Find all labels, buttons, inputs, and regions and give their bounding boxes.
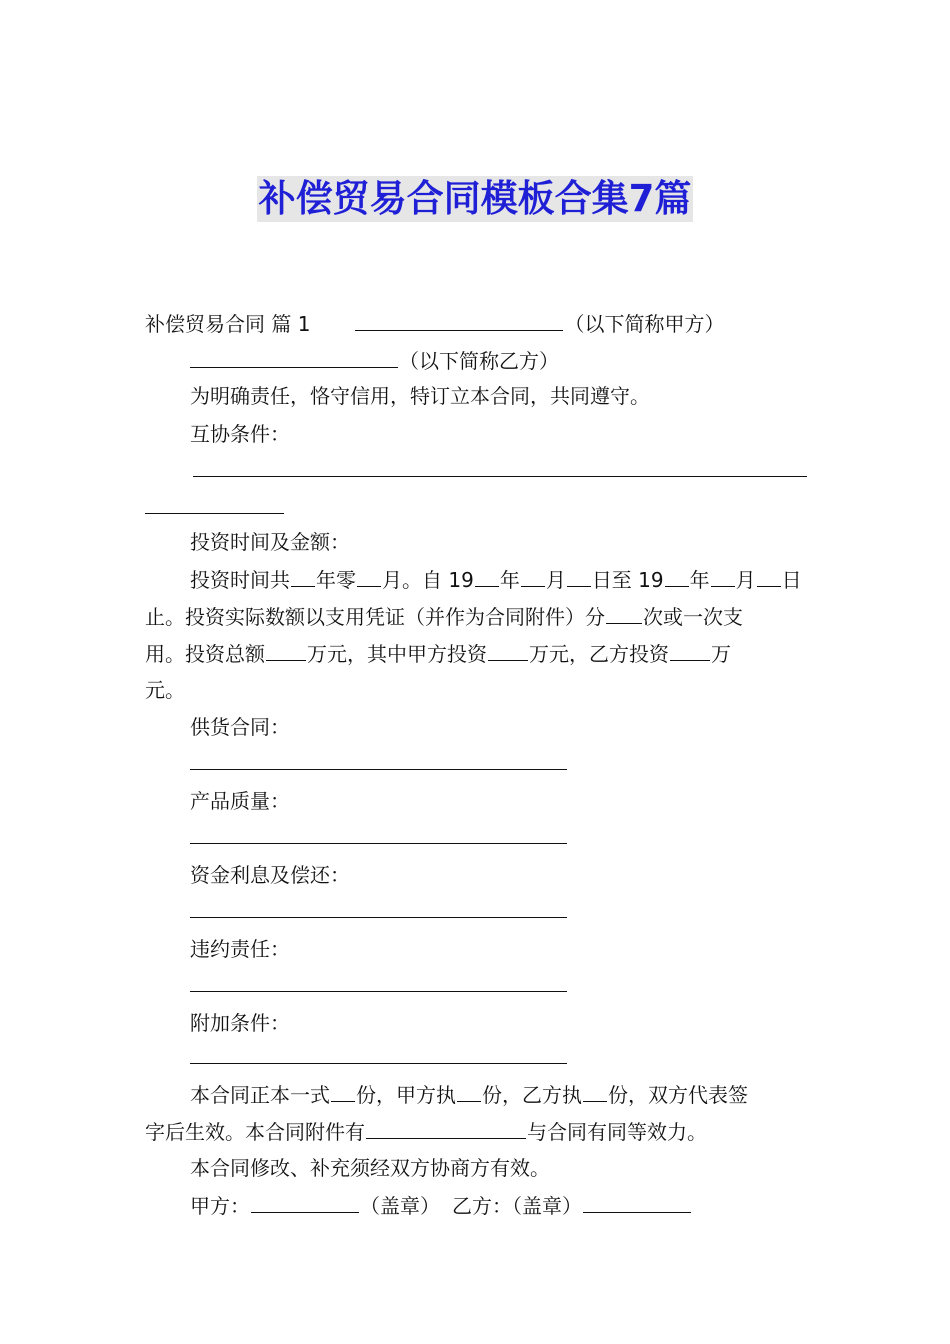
blank-start-day[interactable]	[567, 564, 591, 587]
cooperation-blank-line-1[interactable]	[193, 476, 807, 477]
text: 日	[781, 568, 802, 592]
party-a-blank[interactable]	[355, 308, 563, 331]
blank-end-month[interactable]	[711, 564, 735, 587]
blank-end-day[interactable]	[757, 564, 781, 587]
section-blank-interest[interactable]	[190, 917, 567, 918]
investment-line-4: 元。	[145, 678, 185, 702]
text: 年	[689, 568, 710, 592]
blank-party-a-amount[interactable]	[488, 638, 528, 661]
section-blank-supply[interactable]	[190, 769, 567, 770]
text: 本合同正本一式	[190, 1083, 330, 1107]
contract-heading: 补偿贸易合同 篇 1	[145, 312, 311, 336]
party-a-seal: （盖章）	[360, 1194, 440, 1218]
party-b-label: 乙方：	[452, 1194, 512, 1218]
text: 月	[735, 568, 756, 592]
document-title: 补偿贸易合同模板合集7篇	[258, 177, 692, 220]
text: 年零	[316, 568, 356, 592]
text: 与合同有同等效力。	[527, 1120, 707, 1144]
section-blank-liability[interactable]	[190, 991, 567, 992]
investment-label: 投资时间及金额：	[190, 530, 350, 554]
blank-copies-b[interactable]	[583, 1079, 607, 1102]
party-b-signature-blank[interactable]	[583, 1190, 691, 1213]
signature-line	[190, 1190, 810, 1220]
blank-end-year[interactable]	[665, 564, 689, 587]
section-label-quality: 产品质量：	[190, 789, 290, 813]
text: 万	[711, 642, 731, 666]
text: 年	[499, 568, 520, 592]
text: 月。自 19	[382, 568, 474, 592]
text: 用。投资总额	[145, 642, 265, 666]
cooperation-label: 互协条件：	[190, 422, 290, 446]
blank-total[interactable]	[266, 638, 306, 661]
header-line	[145, 308, 810, 338]
text: 份，甲方执	[356, 1083, 456, 1107]
blank-installments[interactable]	[606, 601, 642, 624]
section-label-additional: 附加条件：	[190, 1011, 290, 1035]
investment-line-3	[145, 638, 810, 668]
text: 次或一次支	[643, 605, 743, 629]
blank-start-year[interactable]	[475, 564, 499, 587]
section-label-interest: 资金利息及偿还：	[190, 863, 350, 887]
blank-attachments[interactable]	[366, 1116, 526, 1139]
party-a-label: 甲方：	[190, 1194, 250, 1218]
text: 日至 19	[591, 568, 664, 592]
section-label-liability: 违约责任：	[190, 937, 290, 961]
intro-text: 为明确责任，恪守信用，特订立本合同，共同遵守。	[190, 384, 650, 408]
text: 万元，其中甲方投资	[307, 642, 487, 666]
cooperation-blank-line-2[interactable]	[145, 513, 284, 514]
text: 止。投资实际数额以支用凭证（并作为合同附件）分	[145, 605, 605, 629]
title-wrap	[0, 176, 950, 222]
section-blank-quality[interactable]	[190, 843, 567, 844]
section-blank-additional[interactable]	[190, 1063, 567, 1064]
blank-years[interactable]	[291, 564, 315, 587]
blank-party-b-amount[interactable]	[670, 638, 710, 661]
party-a-signature-blank[interactable]	[251, 1190, 359, 1213]
blank-copies-a[interactable]	[457, 1079, 481, 1102]
copies-line-2	[145, 1116, 810, 1146]
text: 份，乙方执	[482, 1083, 582, 1107]
text: 字后生效。本合同附件有	[145, 1120, 365, 1144]
blank-copies-total[interactable]	[331, 1079, 355, 1102]
party-b-line	[190, 345, 810, 375]
amendment-text: 本合同修改、补充须经双方协商方有效。	[190, 1156, 550, 1180]
text: 份，双方代表签	[608, 1083, 748, 1107]
party-b-seal: （盖章）	[512, 1194, 582, 1218]
investment-line-1	[190, 564, 810, 594]
party-b-blank[interactable]	[190, 345, 398, 368]
party-a-suffix: （以下简称甲方）	[564, 312, 725, 336]
party-b-suffix: （以下简称乙方）	[399, 349, 559, 373]
investment-line-2	[145, 601, 810, 631]
text: 万元，乙方投资	[529, 642, 669, 666]
text: 月	[545, 568, 566, 592]
section-label-supply: 供货合同：	[190, 715, 290, 739]
blank-months[interactable]	[357, 564, 381, 587]
blank-start-month[interactable]	[521, 564, 545, 587]
text: 投资时间共	[190, 568, 290, 592]
copies-line-1	[190, 1079, 810, 1109]
